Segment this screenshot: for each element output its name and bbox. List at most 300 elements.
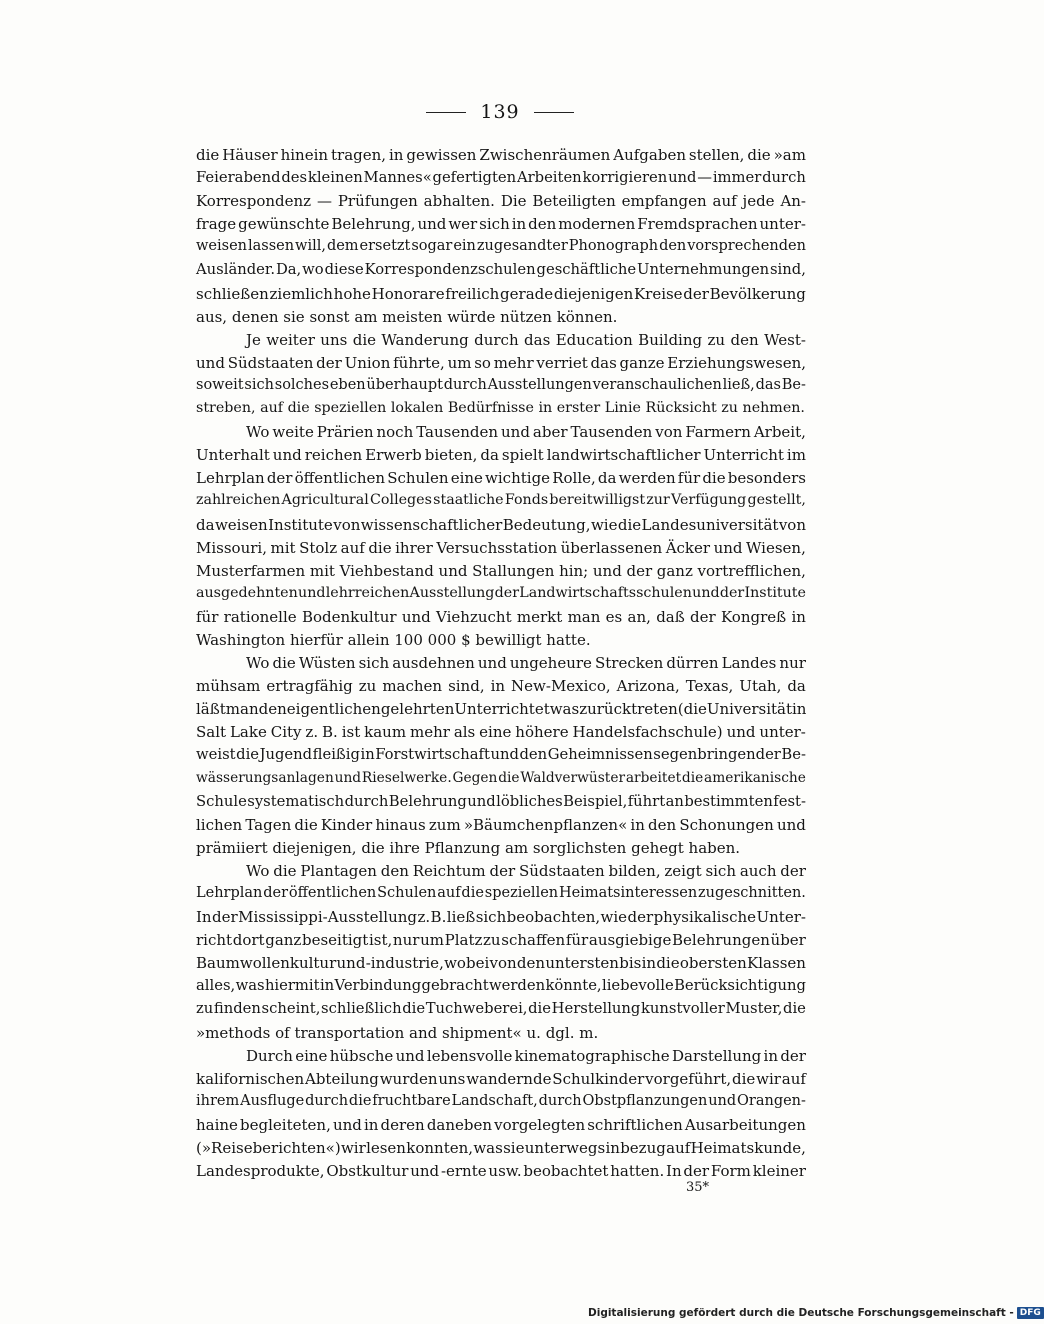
word: da <box>480 446 499 465</box>
word: des <box>281 169 308 187</box>
word: und <box>490 746 519 764</box>
word: Berücksichtigung <box>674 977 806 995</box>
word: zu <box>707 330 726 349</box>
word: kaum <box>364 723 407 742</box>
word: wobei <box>444 954 490 973</box>
word: öffentlichen <box>288 885 377 901</box>
word: $ <box>461 630 476 649</box>
word: der <box>719 584 745 601</box>
word: lebensvolle <box>426 1046 513 1065</box>
word: untersten <box>545 954 619 973</box>
word: fest- <box>773 792 806 810</box>
word: Herstellung <box>551 1000 641 1018</box>
word: wie <box>590 515 618 534</box>
word: Schonungen <box>679 815 774 834</box>
word: der <box>266 469 293 488</box>
word: zurücktreten <box>579 700 678 719</box>
word: dem <box>326 238 359 255</box>
word: diejenigen, <box>272 838 362 857</box>
word: die <box>656 954 680 973</box>
word: Wüsten <box>298 654 356 673</box>
word: allein <box>347 630 395 649</box>
text-line <box>196 839 806 862</box>
word: der <box>627 908 654 927</box>
word: korrigieren <box>582 169 668 187</box>
word: die <box>617 515 642 534</box>
word: West- <box>764 330 806 349</box>
word: unter- <box>759 215 806 234</box>
word: Landschaft, <box>451 1092 538 1109</box>
word: in <box>538 400 557 417</box>
word: der <box>690 607 716 626</box>
text-line <box>196 469 806 492</box>
word: eigentlichen <box>286 700 381 719</box>
word: ersetzt <box>359 238 411 255</box>
word: City <box>270 723 302 742</box>
text-line <box>196 585 806 608</box>
word: die <box>731 1069 756 1088</box>
word: bereitwilligst <box>549 492 646 509</box>
word: soweit <box>196 376 244 393</box>
word: »methods <box>196 1023 276 1042</box>
text-line <box>196 169 806 192</box>
word: lassen <box>247 238 295 255</box>
word: den <box>380 861 409 880</box>
word: die <box>528 1000 551 1018</box>
word: lichen <box>196 815 243 834</box>
word: eine <box>479 723 512 742</box>
word: führte, <box>393 353 445 372</box>
word: Heimatskunde, <box>690 1139 806 1158</box>
word: aber <box>532 423 568 442</box>
word: kunstvoller <box>640 1000 725 1018</box>
word: der <box>780 1046 806 1065</box>
word: die <box>783 1000 806 1018</box>
word: Honorare <box>371 284 445 303</box>
word: weite <box>272 423 314 442</box>
text-line <box>196 631 806 654</box>
page-header <box>0 101 1000 123</box>
word: speziellen <box>484 885 559 901</box>
word: und <box>708 1092 737 1109</box>
word: Bedürfnisse <box>447 400 539 417</box>
text-line <box>196 446 806 469</box>
word: da <box>787 677 806 696</box>
text-line <box>196 770 806 793</box>
text-line <box>196 354 806 377</box>
word: die <box>294 815 318 834</box>
word: sich <box>475 908 507 927</box>
word: erster <box>556 400 605 417</box>
word: Linie <box>604 400 646 417</box>
word: ganze <box>619 353 665 372</box>
word: sich <box>244 376 274 393</box>
word: diejenigen <box>553 284 634 303</box>
word: zugeschnitten. <box>698 885 806 901</box>
word: und <box>477 654 507 673</box>
text-line <box>196 885 806 908</box>
word: auf <box>260 400 288 417</box>
word: Prärien <box>316 423 374 442</box>
word: modernen <box>558 215 636 234</box>
word: Belehrung <box>388 792 467 810</box>
word: mit <box>270 538 296 557</box>
word: Be- <box>781 376 806 393</box>
word: Wo <box>246 861 270 880</box>
word: und <box>272 446 302 465</box>
word: Ausstellungen <box>487 376 592 393</box>
word: z. <box>305 723 319 742</box>
word: liebevolle <box>601 977 674 995</box>
word: in <box>630 815 645 834</box>
word: spielt <box>501 446 544 465</box>
word: das <box>755 376 781 393</box>
word: fleißig <box>312 746 360 764</box>
text-line <box>196 516 806 539</box>
word: Muster, <box>725 1000 783 1018</box>
word: Plantagen <box>300 861 377 880</box>
word: beseitigt <box>301 931 369 950</box>
word: in <box>360 746 375 764</box>
word: Education <box>555 330 633 349</box>
word: tragen, <box>331 146 387 164</box>
word: will, <box>295 238 326 255</box>
word: lehrreichen <box>325 584 410 601</box>
word: den <box>516 954 546 973</box>
word: diese <box>324 261 364 279</box>
text-line <box>196 492 806 515</box>
word: schließen <box>196 284 269 303</box>
word: Ausstellung <box>409 584 495 601</box>
word: schaffen <box>501 931 566 950</box>
text-line <box>196 285 806 308</box>
word: Geheimnissen <box>547 746 653 764</box>
word: zu <box>483 931 501 950</box>
word: die <box>348 1092 372 1109</box>
footer-credit-text: Digitalisierung gefördert durch die Deutsche Forschungsgemeinschaft - <box>588 1307 1014 1319</box>
word: den <box>730 330 759 349</box>
word: gewissen <box>406 146 477 164</box>
word: hübsche <box>329 1046 394 1065</box>
word: Institute <box>744 584 806 601</box>
word: sonst <box>309 307 355 326</box>
word: Orangen- <box>737 1092 806 1109</box>
word: die <box>702 469 726 488</box>
word: immer <box>712 169 762 187</box>
text-line <box>196 977 806 1000</box>
word: würde <box>447 307 501 326</box>
word: zugesandter <box>476 238 568 255</box>
text-line <box>196 377 806 400</box>
word: wandernde <box>466 1069 552 1088</box>
word: beobachtet <box>523 1162 609 1181</box>
word: streben, <box>196 400 261 417</box>
word: ganz <box>656 561 693 580</box>
word: Wiesen, <box>746 538 806 557</box>
word: Baumwollenkultur <box>196 954 337 973</box>
word: gebracht <box>421 977 489 995</box>
word: Viehzucht <box>436 607 512 626</box>
word: durch <box>344 792 389 810</box>
word: sind, <box>448 677 485 696</box>
word: rationelle <box>223 607 297 626</box>
word: bieten, <box>424 446 478 465</box>
body-text <box>196 146 806 1185</box>
word: Bodenkultur <box>301 607 397 626</box>
word: Zwischenräumen <box>479 146 611 164</box>
word: Kongreß <box>720 607 787 626</box>
word: wie <box>600 908 628 927</box>
word: Unter- <box>756 908 806 927</box>
text-line <box>196 700 806 723</box>
word: und <box>592 561 622 580</box>
word: In <box>666 1162 682 1181</box>
word: Ausländer. <box>196 261 276 279</box>
word: um <box>420 931 444 950</box>
word: und <box>401 607 431 626</box>
word: 000 <box>427 630 462 649</box>
word: landwirtschaftlicher <box>546 446 701 465</box>
word: in <box>363 1115 379 1134</box>
word: Arbeit, <box>753 423 806 442</box>
word: und <box>298 584 326 601</box>
word: der <box>212 908 238 927</box>
header-rule-left <box>426 112 466 113</box>
word: Lake <box>229 723 267 742</box>
text-line <box>196 1093 806 1116</box>
word: gefertigten <box>432 169 517 187</box>
word: ist, <box>368 931 393 950</box>
word: führt <box>627 792 666 810</box>
text-line <box>196 423 806 446</box>
word: werden <box>489 977 546 995</box>
word: eben <box>329 376 366 393</box>
word: durch <box>538 1092 582 1109</box>
word: und <box>332 1115 362 1134</box>
text-line <box>196 1116 806 1139</box>
word: Salt <box>196 723 227 742</box>
word: in <box>763 1046 779 1065</box>
word: frage <box>196 215 237 234</box>
word: ungeheure <box>509 654 592 673</box>
word: da <box>597 469 617 488</box>
word: wichtige <box>485 469 551 488</box>
word: den <box>528 215 557 234</box>
word: — <box>316 192 332 211</box>
word: das <box>524 330 551 349</box>
text-line <box>196 954 806 977</box>
word: durch <box>474 330 519 349</box>
word: Abteilung <box>304 1069 379 1088</box>
word: Ausarbeitungen <box>684 1115 806 1134</box>
text-line <box>196 146 806 169</box>
word: die <box>236 746 260 764</box>
word: löbliches <box>496 792 563 810</box>
word: uns <box>438 1069 466 1088</box>
word: der <box>626 561 653 580</box>
word: Lehrplan <box>196 469 265 488</box>
word: der <box>683 1162 710 1181</box>
word: durch <box>443 376 487 393</box>
word: Prüfungen <box>337 192 418 211</box>
header-rule-right <box>534 112 574 113</box>
word: konnten, <box>406 1139 474 1158</box>
word: auf <box>712 192 737 211</box>
word: weiter <box>266 330 315 349</box>
word: Landwirtschaftsschulen <box>519 584 692 601</box>
word: und <box>336 954 366 973</box>
word: hinaus <box>375 815 426 834</box>
word: etwas <box>534 700 580 719</box>
word: lokalen <box>390 400 448 417</box>
word: Be- <box>781 746 806 764</box>
word: und <box>334 769 362 786</box>
word: Die <box>500 192 527 211</box>
word: zum <box>428 815 461 834</box>
text-line <box>196 400 806 423</box>
word: für <box>565 931 589 950</box>
text-line <box>196 1047 806 1070</box>
word: »Bäumchenpflanzen« <box>463 815 628 834</box>
word: scheint, <box>261 1000 321 1018</box>
word: Aufgaben <box>613 146 686 164</box>
word: mit <box>309 561 335 580</box>
word: uns <box>320 330 348 349</box>
word: B. <box>322 723 338 742</box>
word: die <box>272 654 296 673</box>
word: speziellen <box>314 400 391 417</box>
word: sich <box>479 215 510 234</box>
word: in <box>389 146 404 164</box>
word: segenbringender <box>653 746 781 764</box>
word: den <box>659 238 687 255</box>
word: vortrefflichen, <box>697 561 806 580</box>
word: sie <box>503 1139 525 1158</box>
word: die <box>461 885 484 901</box>
word: sie <box>283 307 310 326</box>
word: gehegt <box>631 838 689 857</box>
word: Schulen <box>387 469 449 488</box>
word: machen <box>382 677 443 696</box>
word: in <box>490 677 506 696</box>
word: auf <box>666 1139 691 1158</box>
word: auf <box>340 538 365 557</box>
word: ganz <box>265 931 302 950</box>
word: schriftlichen <box>587 1115 683 1134</box>
word: in <box>641 954 657 973</box>
word: mehr <box>493 353 534 372</box>
word: sogar <box>411 238 453 255</box>
word: zu <box>196 1000 214 1018</box>
word: die <box>273 861 297 880</box>
word: alles, <box>196 977 236 995</box>
word: Landes <box>721 654 777 673</box>
word: die <box>681 769 704 786</box>
word: Forstwirtschaft <box>375 746 490 764</box>
word: Schulkinder <box>552 1069 645 1088</box>
word: hin; <box>559 561 589 580</box>
word: Unternehmungen <box>637 261 770 279</box>
word: Fonds <box>504 492 549 509</box>
word: ein <box>453 238 476 255</box>
word: Arbeiten <box>516 169 582 187</box>
word: Institute <box>268 515 333 534</box>
word: gelehrten <box>380 700 455 719</box>
word: z. <box>417 908 431 927</box>
word: vorgelegten <box>494 1115 586 1134</box>
word: nur <box>392 931 420 950</box>
word: durch <box>305 1092 349 1109</box>
word: Verbindung <box>334 977 422 995</box>
word: die <box>402 1000 426 1018</box>
word: Missouri, <box>196 538 267 557</box>
word: und <box>726 723 756 742</box>
word: Landesuniversität <box>641 515 779 534</box>
word: zeigt <box>664 861 702 880</box>
word: Durch <box>246 1046 293 1065</box>
word: die <box>352 330 377 349</box>
word: nur <box>779 654 806 673</box>
word: — <box>697 169 713 187</box>
word: zur <box>646 492 670 509</box>
word: Versuchsstation <box>436 538 558 557</box>
word: öffentlichen <box>294 469 386 488</box>
text-line <box>196 215 806 238</box>
word: den <box>519 746 548 764</box>
word: Mississippi-Ausstellung <box>238 908 418 927</box>
word: zahlreichen <box>196 492 281 509</box>
word: kinematographische <box>514 1046 670 1065</box>
dfg-logo: DFG <box>1017 1307 1044 1319</box>
footer-credit <box>588 1307 1044 1319</box>
word: was <box>235 977 265 995</box>
text-line <box>196 192 806 215</box>
word: Unterhalt <box>196 446 270 465</box>
word: Bevölkerung <box>709 284 806 303</box>
word: da <box>196 515 215 534</box>
word: shipment« <box>441 1023 527 1042</box>
word: hierfür <box>289 630 348 649</box>
word: Bedeutung, <box>502 515 591 534</box>
word: um <box>447 353 472 372</box>
word: Erziehungswesen, <box>667 353 806 372</box>
word: staatliche <box>433 492 504 509</box>
word: »am <box>773 146 806 164</box>
word: Unterricht <box>703 446 784 465</box>
word: transportation <box>294 1023 409 1042</box>
word: kleiner <box>752 1162 806 1181</box>
word: Tausenden <box>416 423 499 442</box>
word: bilden, <box>608 861 661 880</box>
word: In <box>196 908 212 927</box>
word: sich <box>705 861 736 880</box>
word: hatte. <box>546 630 591 649</box>
word: ihrem <box>196 1092 240 1109</box>
word: weist <box>196 746 236 764</box>
word: über <box>770 931 806 950</box>
word: richt <box>196 931 233 950</box>
word: deren <box>380 1115 425 1134</box>
word: eine <box>295 1046 328 1065</box>
word: für <box>196 607 219 626</box>
word: Feierabend <box>196 169 281 187</box>
word: denen <box>231 307 284 326</box>
word: Tausenden <box>570 423 653 442</box>
word: Building <box>638 330 703 349</box>
word: und <box>395 1046 425 1065</box>
word: veranschaulichen <box>592 376 722 393</box>
word: Washington <box>196 630 290 649</box>
